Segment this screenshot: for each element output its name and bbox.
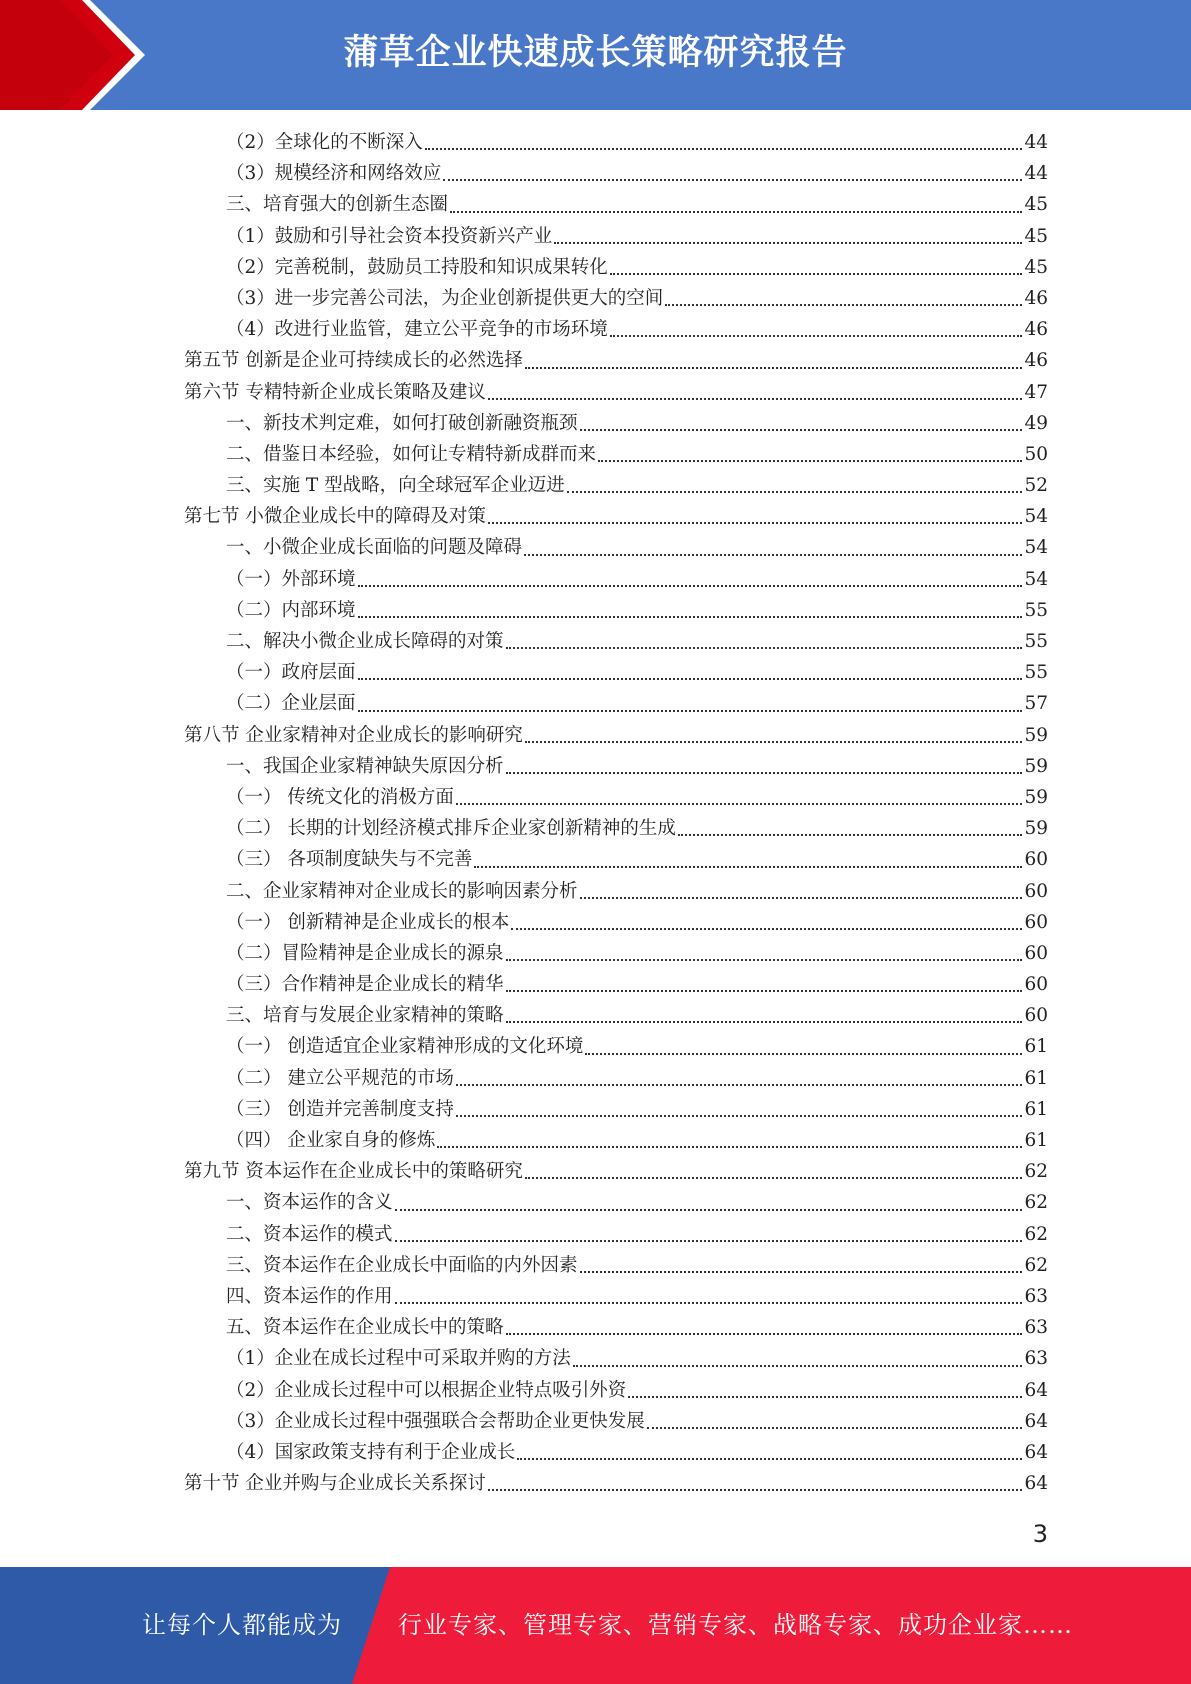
- toc-entry-title: （一） 创造适宜企业家精神形成的文化环境: [226, 1036, 584, 1058]
- toc-entry-title: （2）完善税制，鼓励员工持股和知识成果转化: [226, 256, 608, 278]
- toc-dot-leader: [580, 428, 1023, 431]
- toc-entry[interactable]: [184, 1094, 1048, 1125]
- toc-entry-page: 59: [1024, 786, 1048, 808]
- toc-entry-page: 60: [1024, 911, 1048, 933]
- toc-dot-leader: [456, 1114, 1023, 1117]
- toc-entry-title: 二、企业家精神对企业成长的影响因素分析: [226, 880, 578, 902]
- toc-entry[interactable]: [184, 1250, 1048, 1281]
- toc-entry-page: 60: [1024, 942, 1048, 964]
- toc-entry-title: （二） 建立公平规范的市场: [226, 1067, 454, 1089]
- toc-dot-leader: [610, 272, 1023, 275]
- toc-entry[interactable]: [184, 1406, 1048, 1437]
- toc-entry-title: （4）国家政策支持有利于企业成长: [226, 1441, 516, 1463]
- toc-entry[interactable]: [184, 408, 1048, 439]
- toc-entry[interactable]: [184, 283, 1048, 314]
- toc-entry[interactable]: [184, 377, 1048, 408]
- toc-entry-page: 54: [1024, 568, 1048, 590]
- toc-entry-page: 63: [1024, 1348, 1048, 1370]
- toc-entry-page: 63: [1024, 1317, 1048, 1339]
- toc-entry-title: （3）进一步完善公司法，为企业创新提供更大的空间: [226, 287, 664, 309]
- toc-dot-leader: [443, 178, 1022, 181]
- toc-dot-leader: [506, 646, 1023, 649]
- toc-dot-leader: [580, 1270, 1023, 1273]
- toc-entry-title: （3）规模经济和网络效应: [226, 163, 442, 185]
- toc-entry-page: 60: [1024, 849, 1048, 871]
- toc-entry[interactable]: [184, 1156, 1048, 1187]
- footer-slogan-lead: 让每个人都能成为: [142, 1611, 342, 1639]
- toc-entry-title: （一） 创新精神是企业成长的根本: [226, 911, 510, 933]
- toc-dot-leader: [437, 1145, 1022, 1148]
- toc-dot-leader: [488, 1488, 1023, 1491]
- toc-entry-page: 52: [1024, 475, 1048, 497]
- report-title: 蒲草企业快速成长策略研究报告: [343, 33, 848, 73]
- toc-entry-title: （二）企业层面: [226, 693, 356, 715]
- toc-entry-title: 第六节 专精特新企业成长策略及建议: [184, 381, 486, 403]
- toc-entry[interactable]: [184, 1031, 1048, 1062]
- toc-entry[interactable]: [184, 252, 1048, 283]
- toc-dot-leader: [665, 303, 1022, 306]
- toc-dot-leader: [525, 740, 1023, 743]
- toc-entry[interactable]: [184, 1468, 1048, 1499]
- toc-entry-title: （二） 长期的计划经济模式排斥企业家创新精神的生成: [226, 818, 676, 840]
- toc-dot-leader: [678, 833, 1023, 836]
- toc-entry[interactable]: [184, 938, 1048, 969]
- toc-entry[interactable]: [184, 1063, 1048, 1094]
- toc-entry[interactable]: [184, 969, 1048, 1000]
- toc-dot-leader: [610, 334, 1023, 337]
- toc-entry-title: 第十节 企业并购与企业成长关系探讨: [184, 1473, 486, 1495]
- toc-entry-page: 45: [1024, 225, 1048, 247]
- toc-entry-title: （3）企业成长过程中强强联合会帮助企业更快发展: [226, 1410, 645, 1432]
- toc-entry-title: （一） 传统文化的消极方面: [226, 786, 454, 808]
- toc-dot-leader: [395, 1208, 1023, 1211]
- toc-entry-title: 第五节 创新是企业可持续成长的必然选择: [184, 350, 523, 372]
- toc-entry[interactable]: [184, 782, 1048, 813]
- toc-entry-page: 54: [1024, 537, 1048, 559]
- page-header: [0, 0, 1191, 110]
- toc-entry-title: （1）鼓励和引导社会资本投资新兴产业: [226, 225, 553, 247]
- toc-entry-title: （2）企业成长过程中可以根据企业特点吸引外资: [226, 1379, 627, 1401]
- toc-entry-page: 63: [1024, 1285, 1048, 1307]
- toc-dot-leader: [524, 553, 1022, 556]
- toc-entry-page: 50: [1024, 443, 1048, 465]
- toc-entry-title: 二、解决小微企业成长障碍的对策: [226, 631, 504, 652]
- toc-dot-leader: [395, 1301, 1023, 1304]
- toc-dot-leader: [525, 1176, 1023, 1179]
- toc-entry-page: 64: [1024, 1379, 1048, 1401]
- toc-entry[interactable]: [184, 532, 1048, 563]
- toc-entry-page: 62: [1024, 1223, 1048, 1245]
- toc-entry[interactable]: [184, 470, 1048, 501]
- toc-dot-leader: [488, 397, 1023, 400]
- toc-entry-page: 60: [1024, 974, 1048, 996]
- toc-dot-leader: [358, 709, 1023, 712]
- toc-entry-title: 第七节 小微企业成长中的障碍及对策: [184, 506, 486, 528]
- toc-entry[interactable]: [184, 127, 1048, 158]
- toc-dot-leader: [358, 584, 1023, 587]
- toc-dot-leader: [585, 1052, 1022, 1055]
- toc-dot-leader: [395, 1239, 1023, 1242]
- toc-entry-title: （二）内部环境: [226, 599, 356, 621]
- toc-dot-leader: [628, 1395, 1022, 1398]
- toc-entry-page: 64: [1024, 1441, 1048, 1463]
- toc-entry-page: 45: [1024, 194, 1048, 216]
- toc-entry[interactable]: [184, 813, 1048, 844]
- toc-entry-page: 59: [1024, 818, 1048, 840]
- toc-entry-page: 61: [1024, 1130, 1048, 1151]
- toc-entry-page: 62: [1024, 1192, 1048, 1214]
- toc-dot-leader: [554, 241, 1022, 244]
- toc-entry-title: （一）外部环境: [226, 568, 356, 590]
- toc-entry[interactable]: [184, 1437, 1048, 1468]
- toc-dot-leader: [456, 1083, 1023, 1086]
- toc-entry[interactable]: [184, 751, 1048, 782]
- toc-dot-leader: [425, 147, 1023, 150]
- toc-dot-leader: [598, 459, 1022, 462]
- toc-entry[interactable]: [184, 595, 1048, 626]
- toc-entry[interactable]: [184, 501, 1048, 532]
- toc-entry-title: 四、资本运作的作用: [226, 1285, 393, 1307]
- toc-entry[interactable]: [184, 720, 1048, 751]
- toc-entry-title: （二）冒险精神是企业成长的源泉: [226, 942, 504, 964]
- toc-entry-title: （四） 企业家自身的修炼: [226, 1130, 436, 1151]
- toc-entry-title: （三）合作精神是企业成长的精华: [226, 974, 504, 996]
- toc-entry-title: 三、培育强大的创新生态圈: [226, 194, 449, 216]
- toc-entry[interactable]: [184, 1187, 1048, 1218]
- page-number: 3: [1032, 1520, 1048, 1548]
- toc-entry-page: 49: [1024, 412, 1048, 434]
- toc-entry-page: 64: [1024, 1410, 1048, 1432]
- toc-entry[interactable]: [184, 1343, 1048, 1374]
- toc-entry[interactable]: [184, 564, 1048, 595]
- toc-dot-leader: [647, 1426, 1023, 1429]
- toc-entry[interactable]: [184, 158, 1048, 189]
- toc-entry-page: 45: [1024, 256, 1048, 278]
- toc-entry-page: 61: [1024, 1098, 1048, 1120]
- toc-entry[interactable]: [184, 1312, 1048, 1343]
- toc-entry[interactable]: [184, 657, 1048, 688]
- toc-entry[interactable]: [184, 688, 1048, 719]
- footer-slogan-roles: 行业专家、管理专家、营销专家、战略专家、成功企业家……: [398, 1611, 1073, 1639]
- toc-entry-page: 59: [1024, 724, 1048, 746]
- toc-entry[interactable]: [184, 876, 1048, 907]
- toc-dot-leader: [567, 490, 1023, 493]
- toc-entry-title: 第九节 资本运作在企业成长中的策略研究: [184, 1161, 523, 1183]
- toc-dot-leader: [358, 615, 1023, 618]
- toc-entry[interactable]: [184, 439, 1048, 470]
- toc-entry-title: 二、资本运作的模式: [226, 1223, 393, 1245]
- toc-entry-page: 46: [1024, 350, 1048, 372]
- toc-dot-leader: [506, 1020, 1023, 1023]
- toc-entry[interactable]: [184, 1219, 1048, 1250]
- toc-entry-title: 第八节 企业家精神对企业成长的影响研究: [184, 724, 523, 746]
- toc-entry[interactable]: [184, 314, 1048, 345]
- toc-entry-page: 64: [1024, 1473, 1048, 1495]
- toc-entry[interactable]: [184, 907, 1048, 938]
- toc-entry-title: （1）企业在成长过程中可采取并购的方法: [226, 1348, 571, 1370]
- toc-entry[interactable]: [184, 189, 1048, 220]
- toc-entry-title: （一）政府层面: [226, 662, 356, 684]
- toc-dot-leader: [450, 210, 1022, 213]
- toc-dot-leader: [580, 896, 1023, 899]
- toc-dot-leader: [488, 521, 1023, 524]
- toc-entry-page: 61: [1024, 1036, 1048, 1058]
- toc-entry[interactable]: [184, 1125, 1048, 1156]
- toc-entry[interactable]: [184, 844, 1048, 875]
- toc-entry-title: （4）改进行业监管，建立公平竞争的市场环境: [226, 319, 608, 341]
- toc-entry-title: （三） 各项制度缺失与不完善: [226, 849, 473, 871]
- toc-entry[interactable]: [184, 1375, 1048, 1406]
- toc-dot-leader: [358, 677, 1023, 680]
- toc-dot-leader: [456, 802, 1023, 805]
- toc-entry-page: 44: [1024, 163, 1048, 185]
- toc-dot-leader: [506, 958, 1023, 961]
- toc-entry-title: 二、借鉴日本经验，如何让专精特新成群而来: [226, 443, 597, 465]
- toc-entry[interactable]: [184, 626, 1048, 657]
- toc-dot-leader: [511, 927, 1022, 930]
- toc-dot-leader: [506, 1332, 1023, 1335]
- toc-entry-title: 一、资本运作的含义: [226, 1192, 393, 1214]
- toc-entry-page: 54: [1024, 506, 1048, 528]
- toc-entry-page: 55: [1024, 662, 1048, 684]
- toc-entry-title: 三、实施 T 型战略，向全球冠军企业迈进: [226, 475, 565, 497]
- toc-entry-title: （2）全球化的不断深入: [226, 132, 423, 153]
- toc-entry-page: 60: [1024, 1005, 1048, 1027]
- toc-entry[interactable]: [184, 1281, 1048, 1312]
- toc-entry-title: 一、小微企业成长面临的问题及障碍: [226, 537, 523, 559]
- toc-entry-page: 47: [1024, 381, 1048, 403]
- toc-entry-page: 46: [1024, 287, 1048, 309]
- toc-entry-page: 60: [1024, 880, 1048, 902]
- toc-dot-leader: [573, 1364, 1023, 1367]
- toc-entry-page: 55: [1024, 599, 1048, 621]
- toc-dot-leader: [474, 865, 1022, 868]
- toc-entry[interactable]: [184, 345, 1048, 376]
- toc-entry-page: 46: [1024, 319, 1048, 341]
- toc-dot-leader: [506, 989, 1023, 992]
- toc-entry-page: 62: [1024, 1161, 1048, 1183]
- toc-entry-title: 一、我国企业家精神缺失原因分析: [226, 755, 504, 777]
- toc-dot-leader: [506, 771, 1023, 774]
- toc-entry-page: 61: [1024, 1067, 1048, 1089]
- page-footer: [0, 1567, 1191, 1684]
- toc-entry-title: 五、资本运作在企业成长中的策略: [226, 1317, 504, 1339]
- toc-entry[interactable]: [184, 1000, 1048, 1031]
- toc-dot-leader: [517, 1457, 1022, 1460]
- toc-entry-title: 三、资本运作在企业成长中面临的内外因素: [226, 1254, 578, 1276]
- toc-entry-page: 44: [1024, 132, 1048, 153]
- toc-entry-page: 59: [1024, 755, 1048, 777]
- toc-entry-title: 一、新技术判定难，如何打破创新融资瓶颈: [226, 412, 578, 434]
- toc-entry[interactable]: [184, 221, 1048, 252]
- toc-entry-title: （三） 创造并完善制度支持: [226, 1098, 454, 1120]
- toc-entry-page: 57: [1024, 693, 1048, 715]
- table-of-contents: [184, 127, 1048, 1499]
- toc-entry-title: 三、培育与发展企业家精神的策略: [226, 1005, 504, 1027]
- toc-entry-page: 55: [1024, 631, 1048, 652]
- toc-dot-leader: [525, 366, 1023, 369]
- toc-entry-page: 62: [1024, 1254, 1048, 1276]
